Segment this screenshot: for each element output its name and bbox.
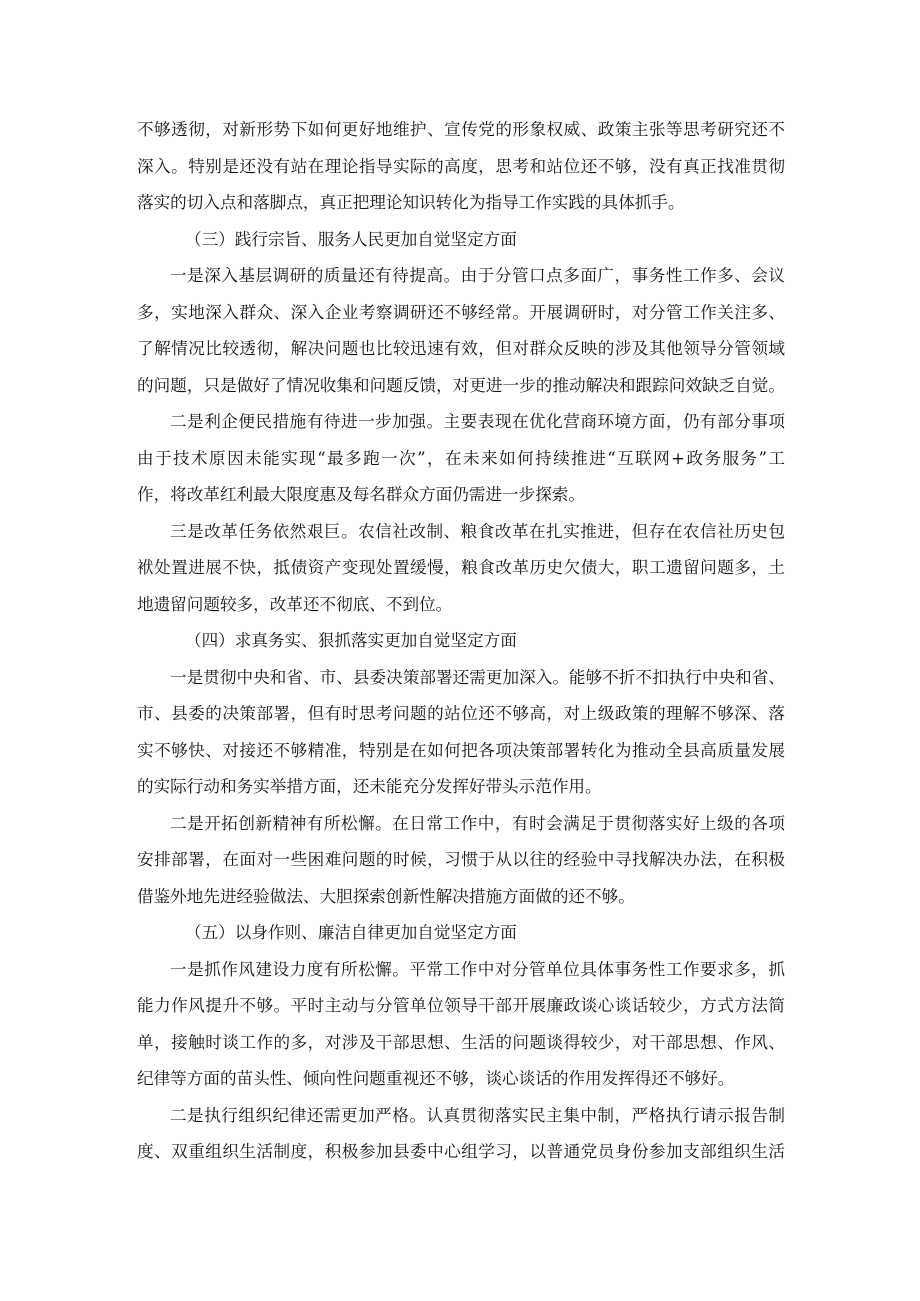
paragraph-line: 纪律等方面的苗头性、倾向性问题重视还不够，谈心谈话的作用发挥得还不够好。 <box>137 1069 735 1088</box>
section-heading-4: （四）求真务实、狠抓落实更加自觉坚定方面 <box>185 631 517 650</box>
paragraph-line: 一是深入基层调研的质量还有待提高。由于分管口点多面广，事务性工作多、会议 <box>170 266 785 285</box>
paragraph-line: 地遗留问题较多，改革还不彻底、不到位。 <box>137 594 453 614</box>
paragraph-line: 的问题，只是做好了情况收集和问题反馈，对更进一步的推动解决和跟踪问效缺乏自觉。 <box>137 375 785 395</box>
paragraph-line: 单，接触时谈工作的多，对涉及干部思想、生活的问题谈得较少，对干部思想、作风、 <box>137 1032 785 1052</box>
document-page <box>137 112 785 1171</box>
paragraph-line: 借鉴外地先进经验做法、大胆探索创新性解决措施方面做的还不够。 <box>137 886 635 906</box>
paragraph-line: 实不够快、对接还不够精准，特别是在如何把各项决策部署转化为推动全县高质量发展 <box>137 740 785 760</box>
paragraph-line: 作，将改革红利最大限度惠及每名群众方面仍需进一步探索。 <box>137 485 586 504</box>
paragraph-line: 二是利企便民措施有待进一步加强。主要表现在优化营商环境方面，仍有部分事项 <box>170 412 785 431</box>
paragraph-line: 多，实地深入群众、深入企业考察调研还不够经常。开展调研时，对分管工作关注多、 <box>137 302 785 322</box>
paragraph-line: 袱处置进展不快，抵债资产变现处置缓慢，粮食改革历史欠债大，职工遗留问题多，土 <box>137 558 785 577</box>
paragraph-line: 的实际行动和务实举措方面，还未能充分发挥好带头示范作用。 <box>137 777 602 796</box>
paragraph-line: 落实的切入点和落脚点，真正把理论知识转化为指导工作实践的具体抓手。 <box>137 193 685 212</box>
paragraph-line: 三是改革任务依然艰巨。农信社改制、粮食改革在扎实推进，但存在农信社历史包 <box>170 521 785 541</box>
paragraph-line: 深入。特别是还没有站在理论指导实际的高度，思考和站位还不够，没有真正找准贯彻 <box>137 156 785 176</box>
paragraph-line: 安排部署，在面对一些困难问题的时候，习惯于从以往的经验中寻找解决办法，在积极 <box>137 850 785 869</box>
paragraph-line: 由于技术原因未能实现“最多跑一次”，在未来如何持续推进“互联网+政务服务”工 <box>137 448 785 468</box>
paragraph-line: 一是抓作风建设力度有所松懈。平常工作中对分管单位具体事务性工作要求多，抓 <box>170 959 785 979</box>
paragraph-line: 一是贯彻中央和省、市、县委决策部署还需更加深入。能够不折不扣执行中央和省、 <box>170 667 785 687</box>
paragraph-line: 市、县委的决策部署，但有时思考问题的站位还不够高，对上级政策的理解不够深、落 <box>137 704 785 723</box>
paragraph-line: 二是开拓创新精神有所松懈。在日常工作中，有时会满足于贯彻落实好上级的各项 <box>170 813 785 833</box>
section-heading-5: （五）以身作则、廉洁自律更加自觉坚定方面 <box>185 923 517 942</box>
paragraph-line: 了解情况比较透彻，解决问题也比较迅速有效，但对群众反映的涉及其他领导分管领域 <box>137 339 785 358</box>
paragraph-line: 能力作风提升不够。平时主动与分管单位领导干部开展廉政谈心谈话较少，方式方法简 <box>137 996 785 1015</box>
paragraph-line: 二是执行组织纪律还需更加严格。认真贯彻落实民主集中制，严格执行请示报告制 <box>170 1105 785 1125</box>
paragraph-line: 不够透彻，对新形势下如何更好地维护、宣传党的形象权威、政策主张等思考研究还不 <box>137 120 785 139</box>
paragraph-line: 度、双重组织生活制度，积极参加县委中心组学习，以普通党员身份参加支部组织生活 <box>137 1142 785 1161</box>
section-heading-3: （三）践行宗旨、服务人民更加自觉坚定方面 <box>185 229 517 249</box>
